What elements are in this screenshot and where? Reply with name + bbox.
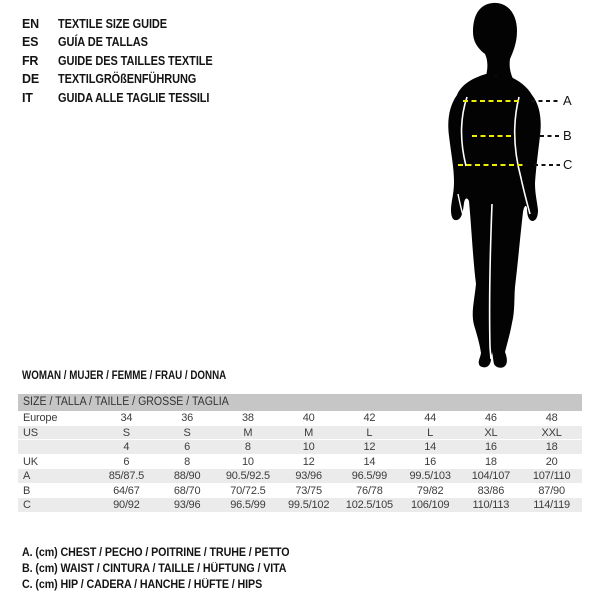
table-cell: 93/96 — [173, 499, 201, 511]
table-cell: 10 — [241, 455, 254, 468]
table-cell: 102.5/105 — [345, 499, 393, 511]
table-row — [18, 469, 582, 484]
hip-label: C — [563, 157, 573, 172]
category-heading: WOMAN / MUJER / FEMME / FRAU / DONNA — [22, 370, 227, 382]
table-cell: 64/67 — [113, 484, 140, 497]
table-cell: 4 — [123, 441, 130, 453]
lang-title: TEXTILGRÖßENFÜHRUNG — [58, 72, 197, 87]
table-row — [18, 411, 582, 426]
table-row — [18, 484, 582, 499]
table-cell: 90.5/92.5 — [225, 470, 270, 482]
table-cell: 88/90 — [173, 470, 201, 482]
table-cell: 96.5/99 — [230, 499, 266, 511]
legend-waist: B. (cm) WAIST / CINTURA / TAILLE / HÜFTUNG / VITA — [22, 563, 287, 575]
table-cell: 16 — [424, 455, 437, 468]
lang-row-it — [22, 89, 234, 107]
table-cell: 8 — [184, 455, 191, 468]
table-cell: 42 — [363, 412, 376, 424]
row-label — [18, 440, 96, 455]
table-cell: 114/119 — [533, 499, 570, 511]
table-cell: 79/82 — [416, 484, 444, 497]
table-cell: 18 — [484, 455, 497, 468]
table-row — [18, 426, 582, 441]
table-cell: 16 — [484, 441, 497, 453]
lang-row-es — [22, 33, 234, 51]
table-row — [18, 455, 582, 470]
table-cell: 46 — [484, 412, 497, 424]
table-cell: 18 — [545, 441, 558, 453]
table-cell: L — [366, 426, 373, 439]
table-cell: XL — [484, 426, 498, 439]
table-cell: L — [427, 426, 434, 439]
lang-code: DE — [22, 72, 39, 87]
table-row — [18, 498, 582, 513]
table-cell: 76/78 — [356, 484, 383, 497]
legend-hip: C. (cm) HIP / CADERA / HANCHE / HÜFTE / HIPS — [22, 579, 263, 591]
lang-row-en — [22, 15, 234, 33]
lang-code: FR — [22, 53, 39, 68]
table-cell: 85/87.5 — [108, 470, 145, 482]
table-cell: 10 — [302, 441, 315, 453]
size-table — [18, 394, 582, 513]
lang-code: ES — [22, 35, 39, 50]
table-cell: 107/110 — [532, 470, 571, 482]
table-cell: 20 — [545, 455, 558, 468]
lang-code: EN — [22, 17, 39, 31]
table-cell: 36 — [181, 412, 194, 424]
table-cell: 12 — [302, 455, 315, 468]
table-cell: 99.5/102 — [288, 499, 330, 511]
language-title-list — [22, 15, 234, 107]
table-cell: S — [183, 426, 191, 439]
table-row — [18, 440, 582, 455]
table-cell: 14 — [363, 455, 376, 468]
lang-code: IT — [22, 90, 33, 105]
row-label: Europe — [23, 412, 58, 424]
lang-title: TEXTILE SIZE GUIDE — [58, 17, 168, 31]
table-cell: 87/90 — [538, 484, 565, 497]
woman-silhouette-icon — [430, 0, 600, 380]
table-cell: 48 — [545, 412, 558, 424]
lang-title: GUIDE DES TAILLES TEXTILE — [58, 53, 213, 68]
legend-chest: A. (cm) CHEST / PECHO / POITRINE / TRUHE / PETTO — [22, 547, 290, 559]
lang-title: GUÍA DE TALLAS — [58, 35, 148, 50]
size-table-rows — [18, 411, 582, 513]
table-cell: 73/75 — [295, 484, 322, 497]
table-cell: 96.5/99 — [351, 470, 388, 482]
table-cell: 90/92 — [113, 499, 140, 511]
waist-label: B — [563, 128, 572, 143]
measurement-figure — [430, 0, 600, 380]
table-cell: 6 — [123, 455, 130, 468]
lang-row-fr — [22, 52, 234, 70]
table-cell: 68/70 — [173, 484, 201, 497]
silhouette-head — [473, 3, 517, 79]
table-cell: 6 — [184, 441, 191, 453]
table-cell: S — [122, 426, 130, 439]
lang-row-de — [22, 70, 234, 88]
row-label: B — [23, 484, 31, 497]
table-cell: 12 — [363, 441, 376, 453]
table-cell: 14 — [424, 441, 437, 453]
row-label: UK — [23, 455, 38, 468]
table-cell: 70/72.5 — [230, 484, 266, 497]
table-cell: 93/96 — [295, 470, 322, 482]
table-cell: M — [304, 426, 314, 439]
lang-title: GUIDA ALLE TAGLIE TESSILI — [58, 90, 210, 105]
table-cell: XXL — [541, 426, 562, 439]
table-cell: 38 — [241, 412, 254, 424]
table-cell: 110/113 — [472, 499, 510, 511]
table-cell: 99.5/103 — [409, 470, 451, 482]
chest-label: A — [563, 93, 572, 108]
table-cell: 40 — [302, 412, 315, 424]
size-table-header-text: SIZE / TALLA / TAILLE / GRÖSSE / TAGLIA — [23, 396, 229, 408]
table-cell: 8 — [244, 441, 251, 453]
table-cell: M — [243, 426, 253, 439]
row-label: A — [23, 470, 31, 482]
measurement-legend — [22, 545, 310, 593]
row-label: US — [23, 426, 38, 439]
table-cell: 34 — [120, 412, 133, 424]
table-cell: 106/109 — [410, 499, 450, 511]
table-cell: 44 — [424, 412, 437, 424]
row-label: C — [23, 499, 31, 511]
table-cell: 104/107 — [471, 470, 511, 482]
size-table-header — [18, 394, 582, 411]
table-cell: 83/86 — [477, 484, 505, 497]
